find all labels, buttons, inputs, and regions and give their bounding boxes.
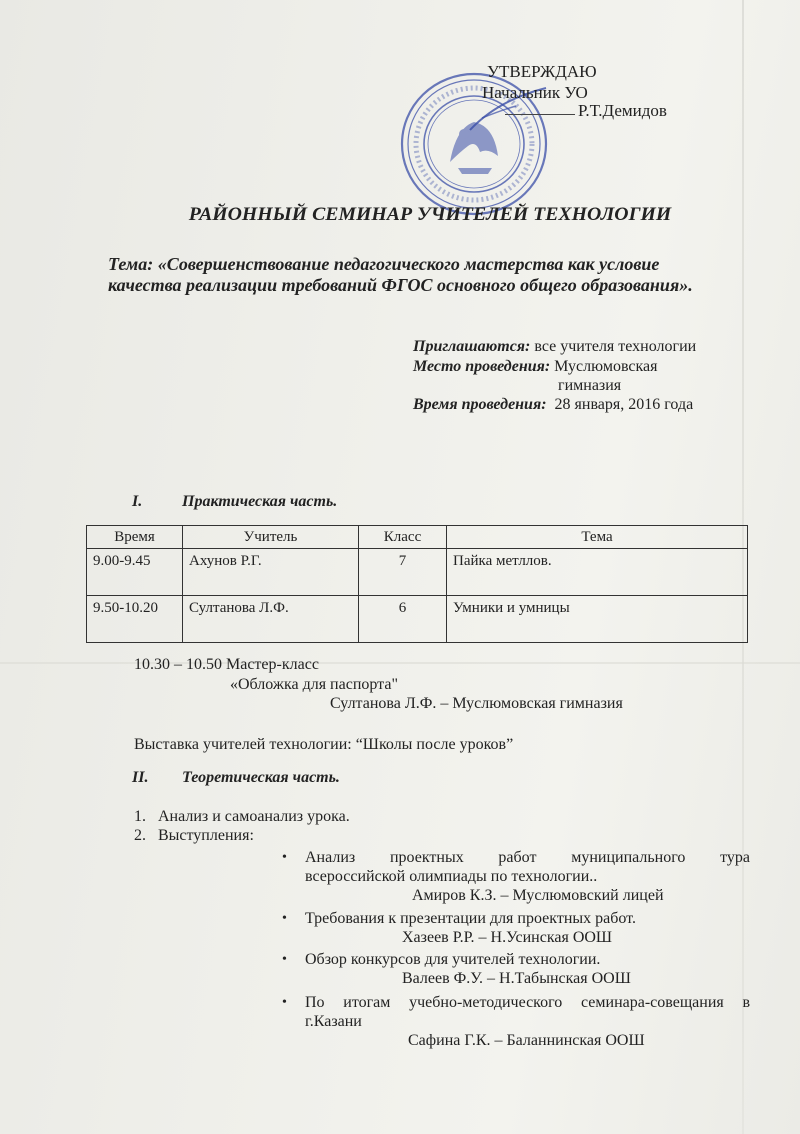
column-header: Учитель [183,526,359,549]
place-label: Место проведения: [413,358,551,375]
signature-line [505,114,575,115]
invited-line [413,338,696,356]
talk-title-line-1: Анализ проектных работ муниципального тура [305,849,750,866]
cell-teacher: Ахунов Р.Г. [183,549,359,596]
exhibition-line: Выставка учителей технологии: “Школы после уроков” [134,736,514,753]
master-class-presenter: Султанова Л.Ф. – Муслюмовская гимназия [330,695,623,712]
bullet: • [282,995,287,1010]
time-value: 28 января, 2016 года [546,396,694,413]
seminar-theme [108,254,738,296]
theme-line-1: Тема: «Совершенствование педагогического мастерства как условие [108,254,660,274]
list-item: 2. Выступления: [134,827,254,844]
column-header: Тема [447,526,748,549]
talk-speaker: Сафина Г.К. – Баланнинская ООШ [408,1032,645,1049]
table-header-row [87,526,748,549]
cell-topic: Умники и умницы [447,596,748,643]
invited-value: все учителя технологии [530,338,697,355]
master-class-name: «Обложка для паспорта" [230,676,398,693]
talk-title-line-1: По итогам учебно-методического семинара-совещания в [305,994,750,1011]
cell-time: 9.00-9.45 [87,549,183,596]
approver-position: Начальник УО [482,83,588,102]
talk-speaker: Хазеев Р.Р. – Н.Усинская ООШ [402,929,613,946]
paper-fold-horizontal [0,662,800,664]
talk-title-line-2: всероссийской олимпиады по технологии.. [305,868,598,885]
bullet: • [282,911,287,926]
cell-class: 7 [359,549,447,596]
column-header: Класс [359,526,447,549]
time-line [413,396,693,414]
place-value-cont: гимназия [558,377,622,394]
cell-topic: Пайка метллов. [447,549,748,596]
approval-heading: УТВЕРЖДАЮ [487,62,597,81]
section-number: I. [132,493,143,510]
talk-speaker: Амиров К.З. – Муслюмовский лицей [412,887,664,904]
talk-title-line-2: г.Казани [305,1013,362,1030]
place-line [413,358,658,376]
document-title: РАЙОННЫЙ СЕМИНАР УЧИТЕЛЕЙ ТЕХНОЛОГИИ [188,204,672,225]
cell-teacher: Султанова Л.Ф. [183,596,359,643]
list-item: 1. Анализ и самоанализ урока. [134,808,350,825]
approver-name: Р.Т.Демидов [578,101,667,120]
talk-title-line-1: Требования к презентации для проектных работ. [305,910,636,927]
section-label: Практическая часть. [182,493,338,510]
talk-speaker: Валеев Ф.У. – Н.Табынская ООШ [402,970,631,987]
time-label: Время проведения: [413,396,547,413]
theme-line-2: качества реализации требований ФГОС основного общего образования». [108,275,693,295]
cell-time: 9.50-10.20 [87,596,183,643]
bullet: • [282,850,287,865]
invited-label: Приглашаются: [413,338,531,355]
bullet: • [282,952,287,967]
section-number: II. [132,769,149,786]
section-label: Теоретическая часть. [182,769,340,786]
table-row [87,596,748,643]
table-row [87,549,748,596]
talk-title-line-1: Обзор конкурсов для учителей технологии. [305,951,601,968]
master-class-time: 10.30 – 10.50 Мастер-класс [134,656,319,673]
place-value: Муслюмовская [550,358,658,375]
column-header: Время [87,526,183,549]
schedule-table [86,525,748,643]
cell-class: 6 [359,596,447,643]
